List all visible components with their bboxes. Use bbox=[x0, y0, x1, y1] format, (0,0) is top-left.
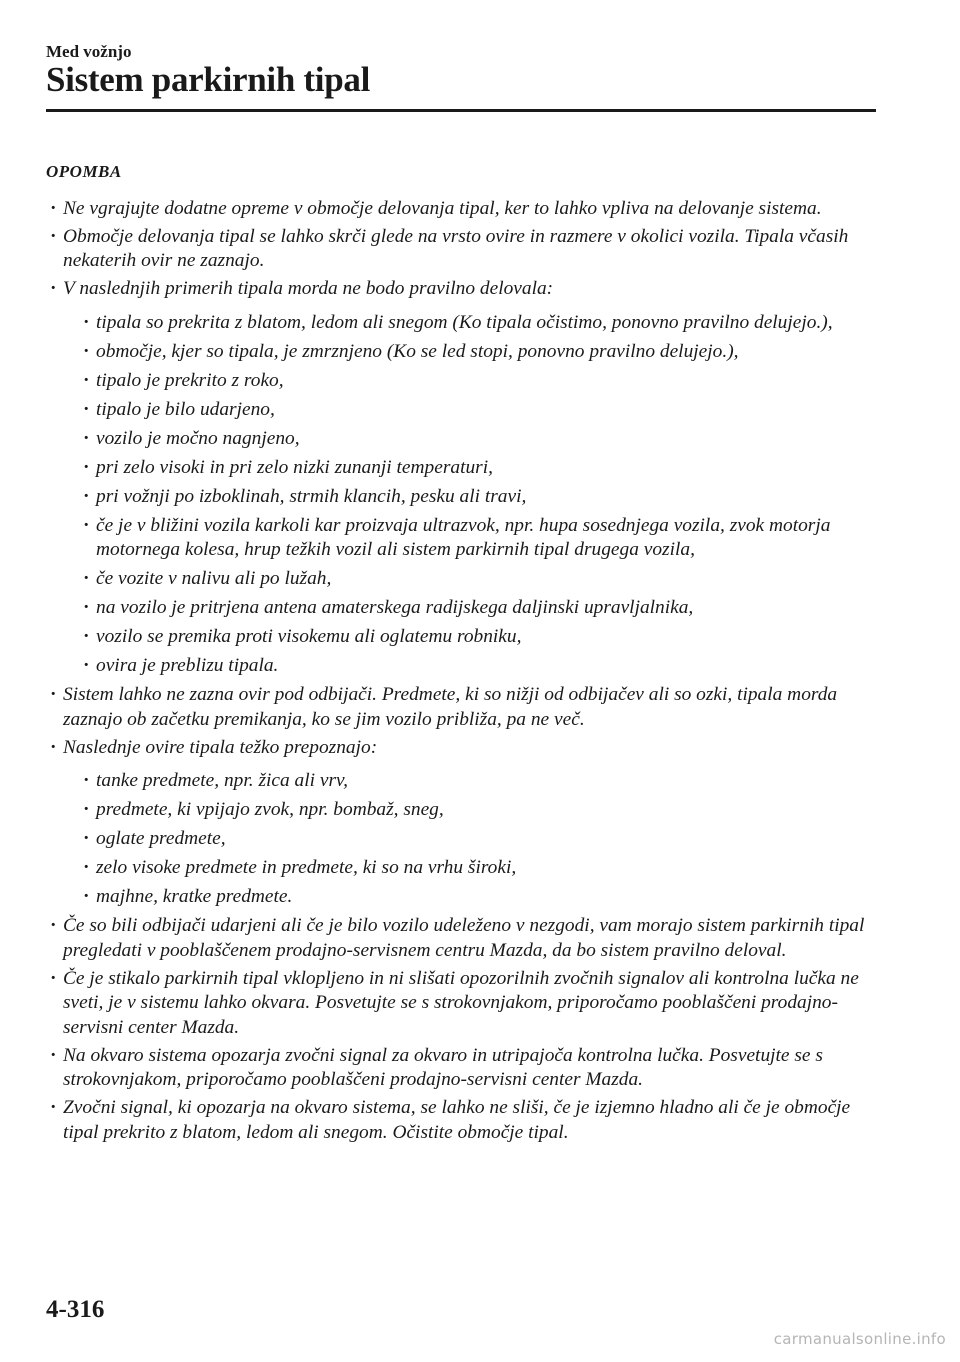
page-number: 4-316 bbox=[46, 1296, 105, 1323]
condition-item: · ovira je preblizu tipala. bbox=[79, 654, 876, 679]
conditions-list bbox=[63, 311, 876, 679]
condition-item: · pri vožnji po izboklinah, strmih klancih, pesku ali travi, bbox=[79, 485, 876, 510]
condition-item: · vozilo se premika proti visokemu ali oglatemu robniku, bbox=[79, 625, 876, 650]
obstacle-item: · predmete, ki vpijajo zvok, npr. bombaž, sneg, bbox=[79, 798, 876, 823]
obstacle-item: · zelo visoke predmete in predmete, ki so na vrhu široki, bbox=[79, 856, 876, 881]
condition-item: · vozilo je močno nagnjeno, bbox=[79, 427, 876, 452]
condition-item: · na vozilo je pritrjena antena amaterskega radijskega daljinski upravljalnika, bbox=[79, 596, 876, 621]
condition-item: · če vozite v nalivu ali po lužah, bbox=[79, 567, 876, 592]
page-title: Sistem parkirnih tipal bbox=[46, 60, 371, 99]
note-item bbox=[46, 736, 876, 910]
note-item: · Ne vgrajujte dodatne opreme v območje delovanja tipal, ker to lahko vpliva na delovanje sistema. bbox=[46, 197, 876, 222]
note-item: · Če je stikalo parkirnih tipal vklopljeno in ni slišati opozorilnih zvočnih signalov ali kontrolna lučka ne sveti, je v sistemu lahko okvara. Posvetujte se s strokovnjakom, priporočamo pooblaščeni prodajno-servisni center Mazda. bbox=[46, 967, 876, 1041]
obstacle-item: · oglate predmete, bbox=[79, 827, 876, 852]
note-item-text: Naslednje ovire tipala težko prepoznajo: bbox=[63, 736, 378, 758]
condition-item: · tipalo je bilo udarjeno, bbox=[79, 398, 876, 423]
note-item: · Območje delovanja tipal se lahko skrči glede na vrsto ovire in razmere v okolici vozila. Tipala včasih nekaterih ovir ne zaznajo. bbox=[46, 225, 876, 274]
note-title: OPOMBA bbox=[46, 162, 122, 181]
note-list bbox=[46, 197, 876, 1146]
condition-item: · območje, kjer so tipala, je zmrznjeno (Ko se led stopi, ponovno pravilno delujejo.), bbox=[79, 340, 876, 365]
note-item: · Na okvaro sistema opozarja zvočni signal za okvaro in utripajoča kontrolna lučka. Posvetujte se s strokovnjakom, priporočamo pooblaščeni prodajno-servisni center Mazda. bbox=[46, 1044, 876, 1093]
obstacles-list bbox=[63, 769, 876, 910]
note-item bbox=[46, 277, 876, 679]
note-item: · Sistem lahko ne zazna ovir pod odbijači. Predmete, ki so nižji od odbijačev ali so ozki, tipala morda zaznajo ob začetku premikanja, ko se jim vozilo približa, pa ne več. bbox=[46, 683, 876, 732]
section-header: Med vožnjo bbox=[46, 42, 132, 61]
watermark: carmanualsonline.info bbox=[773, 1330, 946, 1348]
condition-item: · tipalo je prekrito z roko, bbox=[79, 369, 876, 394]
condition-item: · pri zelo visoki in pri zelo nizki zunanji temperaturi, bbox=[79, 456, 876, 481]
condition-item: · če je v bližini vozila karkoli kar proizvaja ultrazvok, npr. hupa sosednjega vozila, zvok motorja motornega kolesa, hrup težkih vozil ali sistem parkirnih tipal drugega vozila, bbox=[79, 514, 876, 563]
condition-item: · tipala so prekrita z blatom, ledom ali snegom (Ko tipala očistimo, ponovno pravilno delujejo.), bbox=[79, 311, 876, 336]
obstacle-item: · tanke predmete, npr. žica ali vrv, bbox=[79, 769, 876, 794]
obstacle-item: · majhne, kratke predmete. bbox=[79, 885, 876, 910]
title-divider bbox=[46, 109, 876, 112]
note-item: · Zvočni signal, ki opozarja na okvaro sistema, se lahko ne sliši, če je izjemno hladno ali če je območje tipal prekrito z blatom, ledom ali snegom. Očistite območje tipal. bbox=[46, 1096, 876, 1145]
note-item: · Če so bili odbijači udarjeni ali če je bilo vozilo udeleženo v nezgodi, vam morajo sistem parkirnih tipal pregledati v pooblaščenem prodajno-servisnem centru Mazda, da bo sistem pravilno deloval. bbox=[46, 914, 876, 963]
note-item-text: V naslednjih primerih tipala morda ne bodo pravilno delovala: bbox=[63, 278, 554, 299]
note-block bbox=[46, 160, 876, 1149]
